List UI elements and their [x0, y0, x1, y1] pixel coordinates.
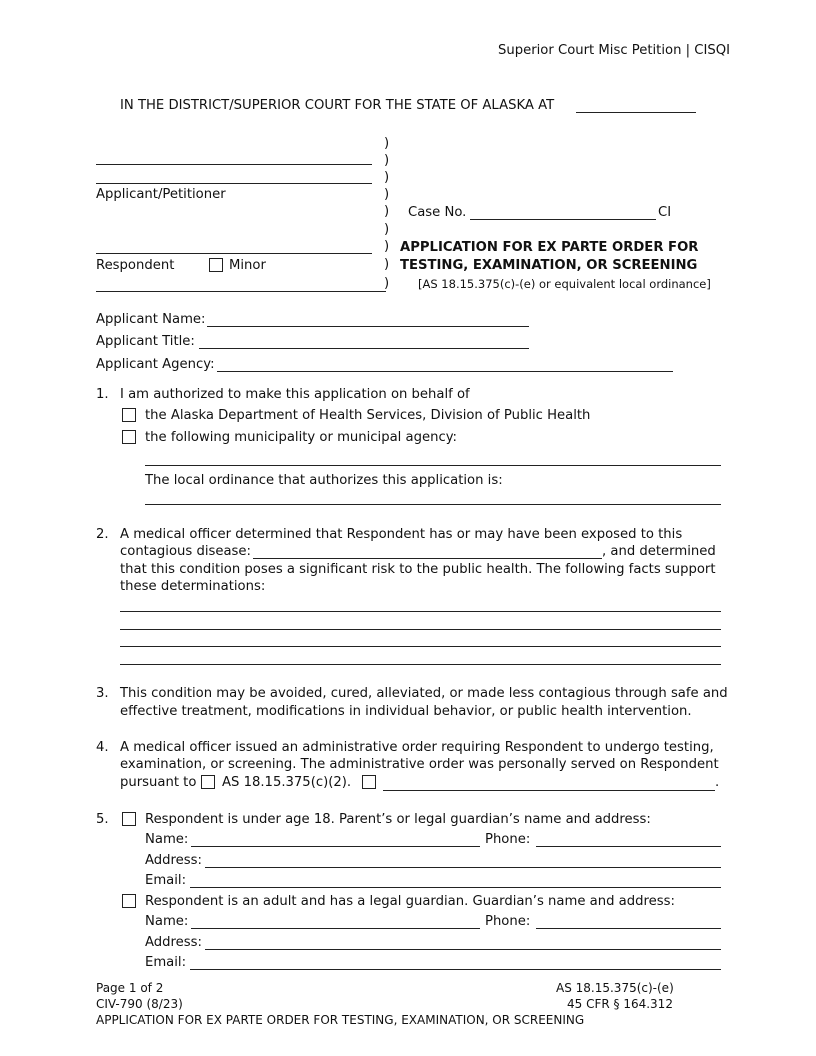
item-2-line-3: that this condition poses a significant risk to the public health. The following facts support	[120, 562, 716, 577]
item-4-line-2: examination, or screening. The administrative order was personally served on Respondent	[120, 757, 719, 772]
caption-paren: )	[384, 239, 390, 254]
form-header-title: Superior Court Misc Petition | CISQI	[498, 43, 731, 58]
caption-paren: )	[384, 187, 390, 202]
adult-guardian-checkbox[interactable]	[122, 894, 136, 908]
guardian-name-field[interactable]	[191, 928, 480, 929]
caption-paren: )	[384, 276, 390, 291]
item-2-line-2-suffix: , and determined	[602, 544, 716, 559]
title-citation: [AS 18.15.375(c)-(e) or equivalent local ordinance]	[418, 277, 711, 291]
ordinance-field[interactable]	[145, 504, 721, 505]
court-location-field[interactable]	[576, 112, 696, 113]
guardian-phone-label: Phone:	[485, 914, 531, 929]
ordinance-label: The local ordinance that authorizes this application is:	[145, 473, 503, 488]
parent-email-field[interactable]	[190, 887, 721, 888]
disease-field[interactable]	[253, 558, 602, 559]
item-2-line-1: A medical officer determined that Respondent has or may have been exposed to this	[120, 527, 683, 542]
caption-paren: )	[384, 257, 390, 272]
minor-guardian-checkbox[interactable]	[122, 812, 136, 826]
other-authority-field[interactable]	[383, 790, 715, 791]
municipality-checkbox[interactable]	[122, 430, 136, 444]
guardian-email-field[interactable]	[190, 969, 721, 970]
guardian-name-label: Name:	[145, 914, 189, 929]
item-5-number: 5.	[96, 812, 109, 827]
caption-paren: )	[384, 153, 390, 168]
parent-name-field[interactable]	[191, 846, 480, 847]
caption-paren: )	[384, 170, 390, 185]
statute-option: AS 18.15.375(c)(2).	[222, 775, 352, 790]
statute-checkbox[interactable]	[201, 775, 215, 789]
item-3-line-1: This condition may be avoided, cured, alleviated, or made less contagious through safe and	[120, 686, 728, 701]
footer-form-number: CIV-790 (8/23)	[96, 997, 183, 1011]
other-authority-checkbox[interactable]	[362, 775, 376, 789]
item-3-line-2: effective treatment, modifications in individual behavior, or public health intervention.	[120, 704, 692, 719]
respondent-line[interactable]	[96, 253, 372, 254]
applicant-title-label: Applicant Title:	[96, 334, 195, 349]
applicant-agency-field[interactable]	[217, 371, 673, 372]
applicant-line-1[interactable]	[96, 164, 372, 165]
minor-checkbox[interactable]	[209, 258, 223, 272]
respondent-line-2[interactable]	[96, 291, 386, 292]
court-heading: IN THE DISTRICT/SUPERIOR COURT FOR THE STATE OF ALASKA AT	[120, 98, 555, 113]
parent-phone-label: Phone:	[485, 832, 531, 847]
facts-line-4[interactable]	[120, 664, 721, 665]
state-agency-checkbox[interactable]	[122, 408, 136, 422]
facts-line-1[interactable]	[120, 611, 721, 612]
facts-line-2[interactable]	[120, 629, 721, 630]
item-2-line-4: these determinations:	[120, 579, 266, 594]
guardian-phone-field[interactable]	[536, 928, 721, 929]
parent-address-field[interactable]	[205, 867, 721, 868]
document-title-line-1: APPLICATION FOR EX PARTE ORDER FOR	[400, 240, 699, 255]
state-agency-option: the Alaska Department of Health Services, Division of Public Health	[145, 408, 591, 423]
caption-paren: )	[384, 136, 390, 151]
item-4-line-3-prefix: pursuant to	[120, 775, 197, 790]
minor-guardian-text: Respondent is under age 18. Parent’s or legal guardian’s name and address:	[145, 812, 651, 827]
item-4-number: 4.	[96, 740, 109, 755]
parent-name-label: Name:	[145, 832, 189, 847]
guardian-email-label: Email:	[145, 955, 187, 970]
applicant-label: Applicant/Petitioner	[96, 187, 226, 202]
minor-label: Minor	[229, 258, 266, 273]
caption-paren: )	[384, 204, 390, 219]
document-title-line-2: TESTING, EXAMINATION, OR SCREENING	[400, 258, 698, 273]
parent-email-label: Email:	[145, 873, 187, 888]
facts-line-3[interactable]	[120, 646, 721, 647]
item-3-number: 3.	[96, 686, 109, 701]
parent-phone-field[interactable]	[536, 846, 721, 847]
footer-page-number: Page 1 of 2	[96, 981, 164, 995]
case-no-label: Case No.	[408, 205, 467, 220]
item-2-disease-label: contagious disease:	[120, 544, 251, 559]
municipality-field[interactable]	[145, 465, 721, 466]
footer-statute: AS 18.15.375(c)-(e)	[556, 981, 674, 995]
applicant-name-label: Applicant Name:	[96, 312, 206, 327]
parent-address-label: Address:	[145, 853, 202, 868]
item-1-text: I am authorized to make this application on behalf of	[120, 387, 470, 402]
item-1-number: 1.	[96, 387, 109, 402]
item-4-line-1: A medical officer issued an administrative order requiring Respondent to undergo testing,	[120, 740, 714, 755]
applicant-agency-label: Applicant Agency:	[96, 357, 215, 372]
item-2-number: 2.	[96, 527, 109, 542]
case-number-field[interactable]	[470, 219, 656, 220]
guardian-address-label: Address:	[145, 935, 202, 950]
footer-form-title: APPLICATION FOR EX PARTE ORDER FOR TESTING, EXAMINATION, OR SCREENING	[96, 1013, 585, 1027]
applicant-line-2[interactable]	[96, 183, 372, 184]
applicant-name-field[interactable]	[207, 326, 529, 327]
caption-paren: )	[384, 222, 390, 237]
item-4-period: .	[715, 775, 720, 790]
adult-guardian-text: Respondent is an adult and has a legal guardian. Guardian’s name and address:	[145, 894, 675, 909]
applicant-title-field[interactable]	[199, 348, 529, 349]
case-suffix: CI	[658, 205, 672, 220]
guardian-address-field[interactable]	[205, 949, 721, 950]
footer-cfr: 45 CFR § 164.312	[567, 997, 673, 1011]
municipality-option: the following municipality or municipal agency:	[145, 430, 457, 445]
respondent-label: Respondent	[96, 258, 175, 273]
